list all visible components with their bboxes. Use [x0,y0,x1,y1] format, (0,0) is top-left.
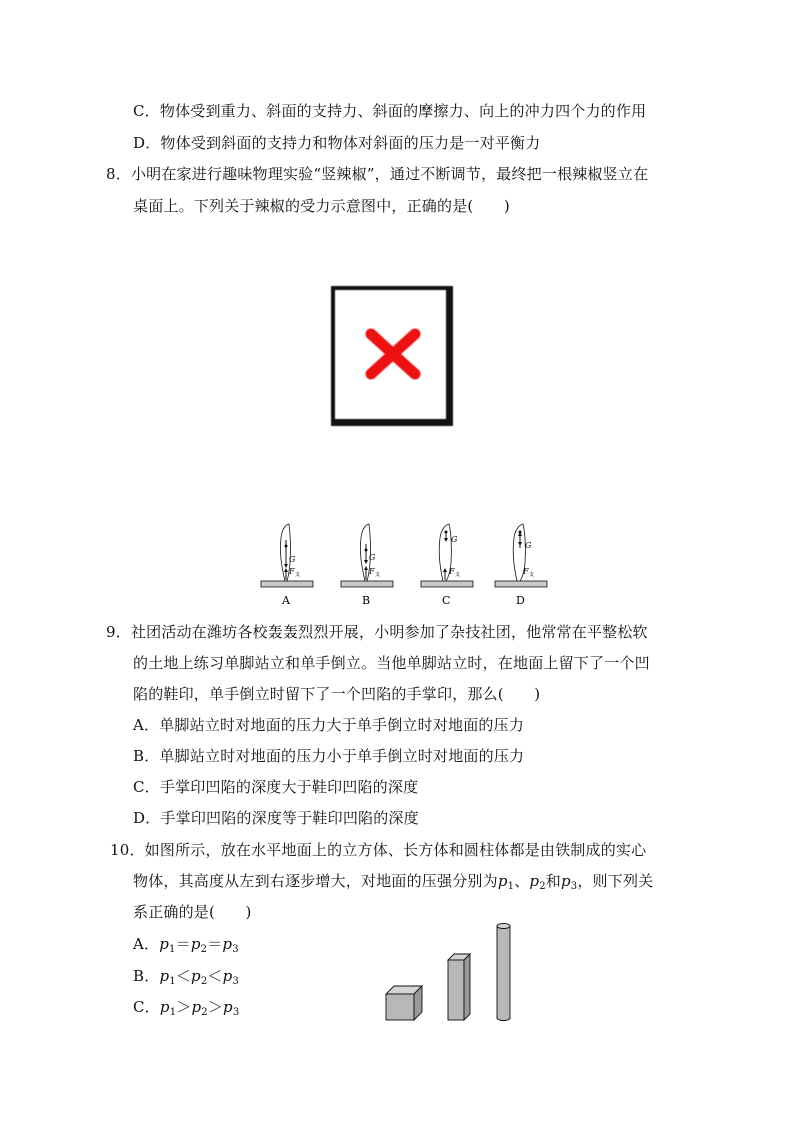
option-label: B． [133,967,160,985]
symbol-p: p [223,998,233,1016]
label-gravity: G [289,555,296,564]
q8-stem-line2: 桌面上。下列关于辣椒的受力示意图中，正确的是( ) [133,197,510,215]
subscript: 2 [539,881,546,892]
label-support-sub: 支 [455,572,461,578]
q9-option-c: C．手掌印凹陷的深度大于鞋印凹陷的深度 [133,778,419,796]
label-support-force: F [369,567,375,576]
subscript: 2 [201,1007,208,1018]
label-support-sub: 支 [295,572,301,578]
subscript: 3 [232,1007,240,1018]
separator: 和 [545,872,561,890]
cylinder-solid [497,924,510,1021]
iron-solids-figure [380,918,530,1026]
relation: ＜ [175,967,192,985]
pepper-diagram-b [341,524,393,607]
pepper-diagram-a [261,524,313,607]
symbol-p: p [159,935,170,953]
subscript: 2 [200,944,208,955]
option-label-a: A [282,594,290,607]
q10-stem-text: ，则下列关 [577,872,654,890]
q10-option-a [133,934,239,954]
label-support-force: F [289,567,295,576]
q10-option-c [133,997,239,1017]
cube-solid [386,986,422,1020]
cuboid-solid [448,954,470,1020]
subscript: 1 [169,976,176,987]
label-support-sub: 支 [529,572,535,578]
q8-stem-line1: 8．小明在家进行趣味物理实验“竖辣椒”，通过不断调节，最终把一根辣椒竖立在 [106,165,649,183]
relation: ＜ [207,967,223,985]
pepper-diagram-c [421,524,473,607]
q10-stem-line2 [133,871,653,891]
q9-stem-line1: 9．社团活动在潍坊各校轰轰烈烈开展，小明参加了杂技社团，他常常在平整松软 [106,623,648,641]
symbol-p: p [191,998,202,1016]
symbol-p: p [191,967,201,985]
option-label-c: C [442,594,451,607]
symbol-p: p [159,998,170,1016]
q10-stem-line3: 系正确的是( ) [133,903,252,921]
subscript: 1 [169,1007,177,1018]
symbol-p: p [529,872,540,890]
q9-option-b: B．单脚站立时对地面的压力小于单手倒立时对地面的压力 [133,747,525,765]
relation: ＞ [176,998,192,1016]
subscript: 3 [570,881,578,892]
q9-stem-line2: 的土地上练习单脚站立和单手倒立。当他单脚站立时，在地面上留下了一个凹 [133,654,650,672]
subscript: 1 [169,944,176,955]
q10-option-b [133,966,239,986]
q10-stem-text: 物体，其高度从左到右逐步增大，对地面的压强分别为 [133,872,498,890]
relation: ＝ [175,935,191,953]
relation: ＞ [207,998,224,1016]
symbol-p: p [222,967,233,985]
subscript: 3 [232,976,239,987]
broken-image-placeholder [331,286,453,426]
label-support-force: F [449,567,455,576]
subscript: 2 [200,976,208,987]
option-label: C． [133,998,160,1016]
symbol-p: p [190,935,201,953]
option-label-d: D [516,594,525,607]
label-support-sub: 支 [375,572,381,578]
q7-option-c: C．物体受到重力、斜面的支持力、斜面的摩擦力、向上的冲力四个力的作用 [133,102,647,120]
symbol-p: p [497,872,508,890]
subscript: 3 [232,944,239,955]
symbol-p: p [222,935,233,953]
q9-option-d: D．手掌印凹陷的深度等于鞋印凹陷的深度 [133,809,419,827]
relation: ＝ [207,935,223,953]
label-gravity: G [451,535,458,544]
option-label-b: B [362,594,371,607]
option-label: A． [133,935,160,953]
label-support-force: F [523,567,529,576]
separator: 、 [514,872,530,890]
pepper-force-diagrams [255,518,555,610]
broken-image-x-icon [365,328,421,380]
pepper-diagram-d [495,524,547,607]
q9-stem-line3: 陷的鞋印，单手倒立时留下了一个凹陷的手掌印，那么( ) [133,685,541,703]
q10-stem-line1: 10．如图所示，放在水平地面上的立方体、长方体和圆柱体都是由铁制成的实心 [110,841,647,859]
q7-option-d: D．物体受到斜面的支持力和物体对斜面的压力是一对平衡力 [133,134,541,152]
label-gravity: G [525,541,532,550]
q9-option-a: A．单脚站立时对地面的压力大于单手倒立时对地面的压力 [133,716,525,734]
label-gravity: G [369,553,376,562]
symbol-p: p [159,967,170,985]
subscript: 1 [507,881,515,892]
symbol-p: p [560,872,571,890]
